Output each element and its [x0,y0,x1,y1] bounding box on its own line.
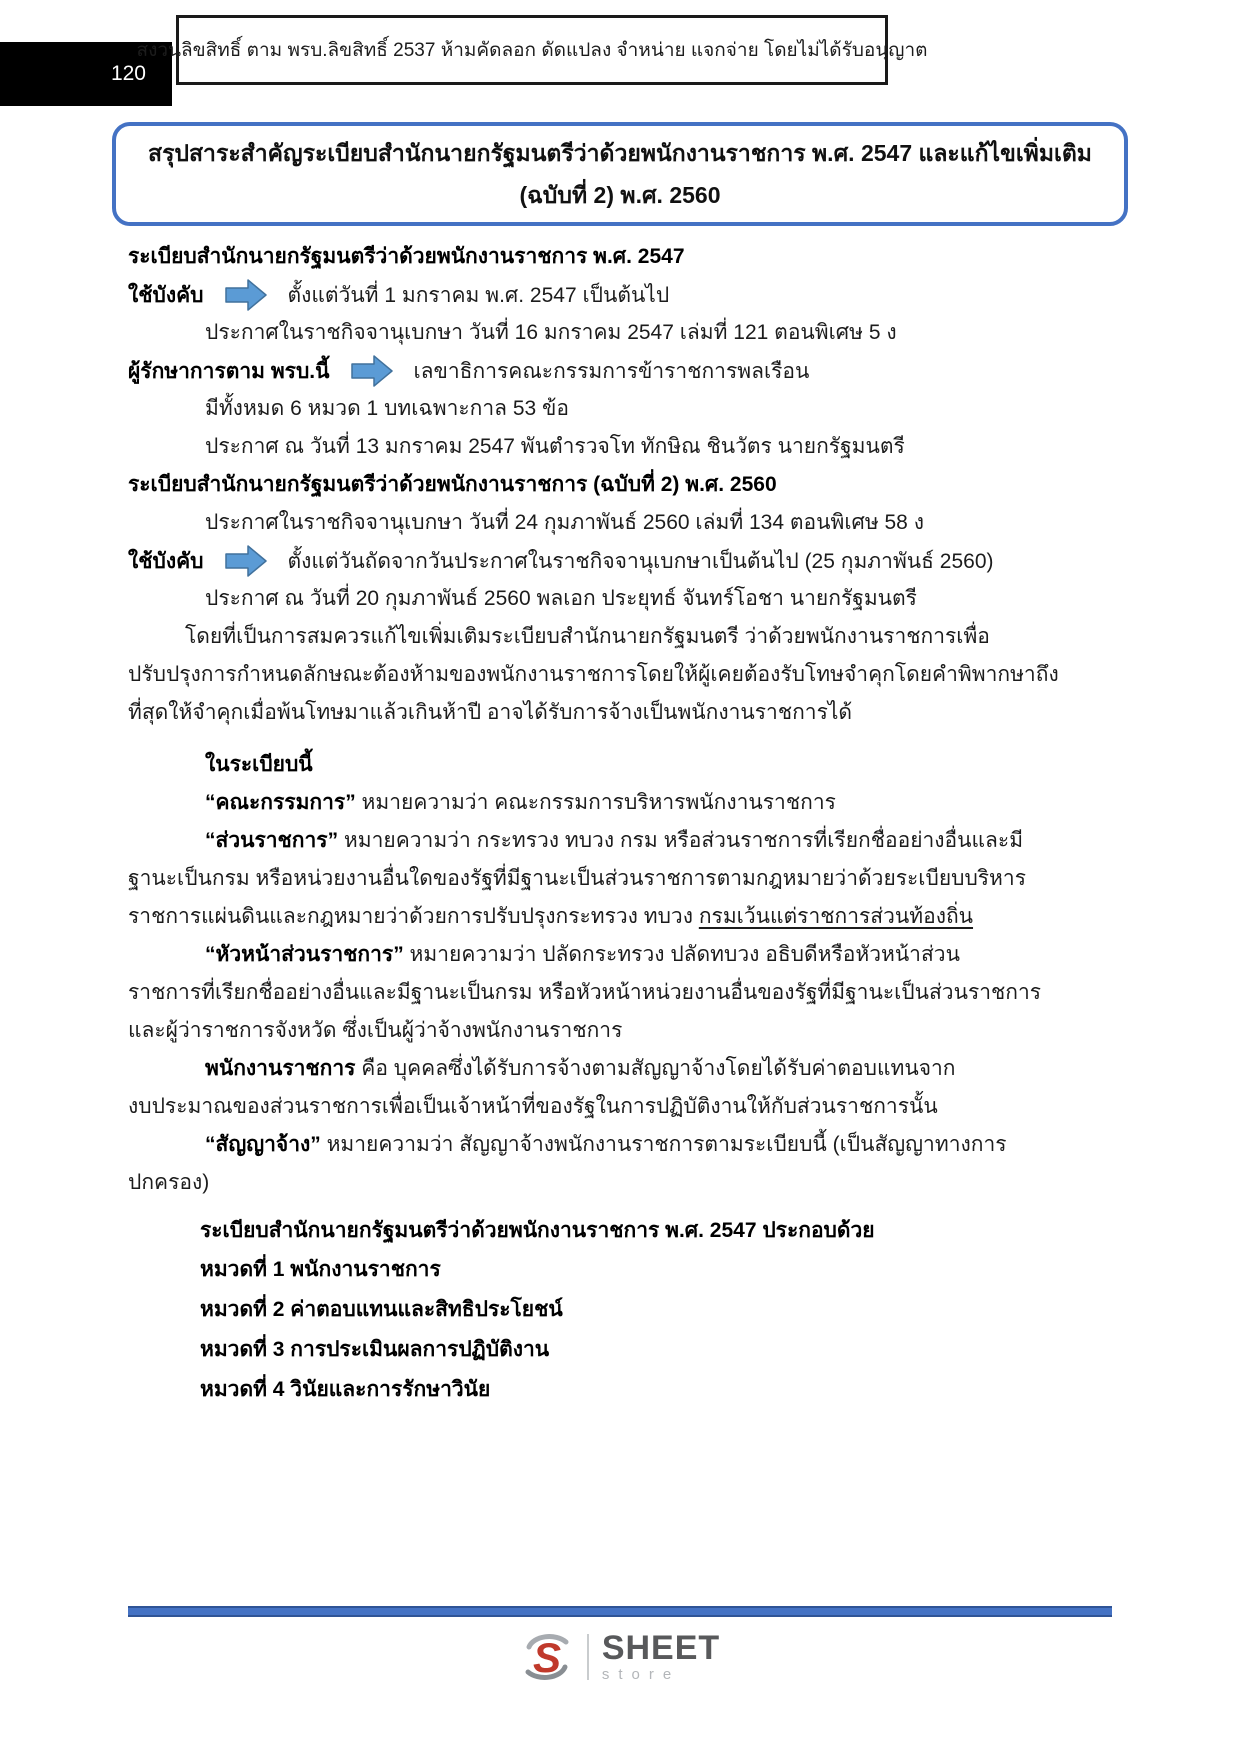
keeper-text: เลขาธิการคณะกรรมการข้าราชการพลเรือน [413,359,810,383]
title-line-2: (ฉบับที่ 2) พ.ศ. 2560 [519,182,721,208]
footer-divider-bar [128,1606,1112,1617]
effective-text-2: ตั้งแต่วันถัดจากวันประกาศในราชกิจจานุเบกษาเป็นต้นไป (25 กุมภาพันธ์ 2560) [287,549,994,573]
definition-agency-text: หมายความว่า กระทรวง ทบวง กรม หรือส่วนราชการที่เรียกชื่ออย่างอื่นและมี [338,829,1024,852]
logo-letter: S [532,1634,561,1681]
chapter-item-3: หมวดที่ 3 การประเมินผลการปฏิบัติงาน [200,1338,550,1361]
effective-date-row-1 [128,276,1118,314]
effective-text-1: ตั้งแต่วันที่ 1 มกราคม พ.ศ. 2547 เป็นต้นไป [287,283,670,307]
arrow-right-icon [225,279,267,311]
heading-regulation-2560: ระเบียบสำนักนายกรัฐมนตรีว่าด้วยพนักงานราชการ (ฉบับที่ 2) พ.ศ. 2560 [128,473,777,496]
definition-head-line-3: และผู้ว่าราชการจังหวัด ซึ่งเป็นผู้ว่าจ้างพนักงานราชการ [128,1019,623,1042]
definition-employee-line-2: งบประมาณของส่วนราชการเพื่อเป็นเจ้าหน้าที่ของรัฐในการปฏิบัติงานให้กับส่วนราชการนั้น [128,1095,938,1118]
arrow-right-icon [351,355,393,387]
term-head: “หัวหน้าส่วนราชการ” [205,943,404,966]
brand-subtitle: store [601,1666,681,1683]
gazette-line-2: ประกาศในราชกิจจานุเบกษา วันที่ 24 กุมภาพันธ์ 2560 เล่มที่ 134 ตอนพิเศษ 58 ง [205,511,924,534]
amendment-line-2: ปรับปรุงการกำหนดลักษณะต้องห้ามของพนักงานราชการโดยให้ผู้เคยต้องรับโทษจำคุกโดยคำพิพากษาถึง [128,663,1059,686]
announcement-line-1: ประกาศ ณ วันที่ 13 มกราคม 2547 พันตำรวจโท ทักษิณ ชินวัตร นายกรัฐมนตรี [205,435,905,458]
definition-head-line-2: ราชการที่เรียกชื่ออย่างอื่นและมีฐานะเป็นกรม หรือหัวหน้าหน่วยงานอื่นของรัฐที่มีฐานะเป็นส่วนราชการ [128,981,1042,1004]
definition-employee [128,1050,1118,1088]
announcement-line-2: ประกาศ ณ วันที่ 20 กุมภาพันธ์ 2560 พลเอก ประยุทธ์ จันทร์โอชา นายกรัฐมนตรี [205,587,917,610]
definition-employee-text: คือ บุคคลซึ่งได้รับการจ้างตามสัญญาจ้างโดยได้รับค่าตอบแทนจาก [355,1057,956,1080]
title-line-1: สรุปสาระสำคัญระเบียบสำนักนายกรัฐมนตรีว่าด้วยพนักงานราชการ พ.ศ. 2547 และแก้ไขเพิ่มเติม [148,140,1092,166]
definition-committee [128,784,1118,822]
definition-committee-text: หมายความว่า คณะกรรมการบริหารพนักงานราชการ [355,791,836,814]
definition-agency-underlined: กรมเว้นแต่ราชการส่วนท้องถิ่น [698,905,974,928]
gazette-line-1: ประกาศในราชกิจจานุเบกษา วันที่ 16 มกราคม 2547 เล่มที่ 121 ตอนพิเศษ 5 ง [205,321,897,344]
chapters-info-line: มีทั้งหมด 6 หมวด 1 บทเฉพาะกาล 53 ข้อ [205,397,570,420]
term-committee: “คณะกรรมการ” [205,791,356,814]
definition-contract [128,1126,1118,1164]
definition-agency-line-3 [128,898,1118,936]
logo-divider [587,1634,589,1680]
in-this-regulation-heading: ในระเบียบนี้ [205,753,313,776]
amendment-line-3: ที่สุดให้จำคุกเมื่อพ้นโทษมาแล้วเกินห้าปี อาจได้รับการจ้างเป็นพนักงานราชการได้ [128,701,853,724]
term-employee: พนักงานราชการ [205,1057,356,1080]
brand-name: SHEET [601,1629,721,1667]
term-agency: “ส่วนราชการ” [205,829,339,852]
arrow-right-icon [225,545,267,577]
brand-logo [0,1630,1240,1684]
definition-agency-line-3-text: ราชการแผ่นดินและกฎหมายว่าด้วยการปรับปรุงกระทรวง ทบวง [128,905,699,928]
keeper-row [128,352,1118,390]
chapter-item-4: หมวดที่ 4 วินัยและการรักษาวินัย [200,1378,491,1401]
effective-label-2: ใช้บังคับ [128,549,204,573]
page-number: 120 [110,62,146,85]
summary-title-box [112,122,1128,226]
amendment-line-1: โดยที่เป็นการสมควรแก้ไขเพิ่มเติมระเบียบสำนักนายกรัฐมนตรี ว่าด้วยพนักงานราชการเพื่อ [185,625,990,648]
definition-agency-line-2: ฐานะเป็นกรม หรือหน่วยงานอื่นใดของรัฐที่มีฐานะเป็นส่วนราชการตามกฎหมายว่าด้วยระเบียบบริหาร [128,867,1026,890]
heading-regulation-2547: ระเบียบสำนักนายกรัฐมนตรีว่าด้วยพนักงานราชการ พ.ศ. 2547 [128,245,685,268]
keeper-label: ผู้รักษาการตาม พรบ.นี้ [128,359,330,383]
sheet-store-logo-icon [520,1630,574,1684]
copyright-notice-box [136,15,928,85]
effective-label-1: ใช้บังคับ [128,283,204,307]
copyright-notice: สงวนลิขสิทธิ์ ตาม พรบ.ลิขสิทธิ์ 2537 ห้ามคัดลอก ดัดแปลง จำหน่าย แจกจ่าย โดยไม่ได้รับอนุญาต [136,40,928,61]
definition-agency [128,822,1118,860]
effective-date-row-2 [128,542,1118,580]
document-body [128,238,1118,1410]
logo-text [602,1631,720,1683]
definition-contract-line-2: ปกครอง) [128,1171,210,1194]
definition-head-text: หมายความว่า ปลัดกระทรวง ปลัดทบวง อธิบดีหรือหัวหน้าส่วน [403,943,960,966]
chapter-item-1: หมวดที่ 1 พนักงานราชการ [200,1258,441,1281]
composition-heading: ระเบียบสำนักนายกรัฐมนตรีว่าด้วยพนักงานราชการ พ.ศ. 2547 ประกอบด้วย [200,1219,875,1242]
term-contract: “สัญญาจ้าง” [205,1133,321,1156]
definition-contract-text: หมายความว่า สัญญาจ้างพนักงานราชการตามระเบียบนี้ (เป็นสัญญาทางการ [320,1133,1007,1156]
chapter-item-2: หมวดที่ 2 ค่าตอบแทนและสิทธิประโยชน์ [200,1298,563,1321]
definition-head [128,936,1118,974]
